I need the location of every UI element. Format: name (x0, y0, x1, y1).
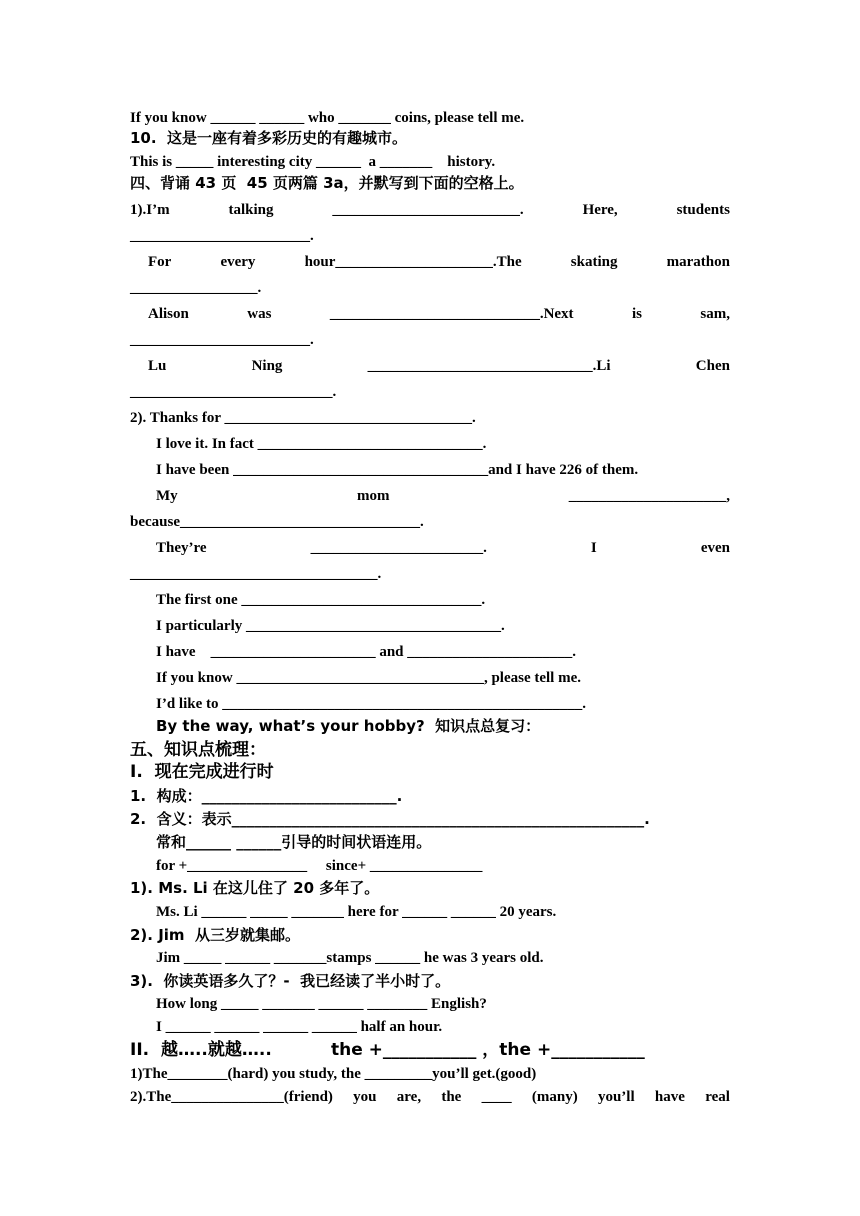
section-heading: 四、背诵 43 页 45 页两篇 3a，并默写到下面的空格上。 (130, 174, 524, 192)
word: Lu (148, 358, 167, 374)
word: sam, (700, 306, 730, 322)
text-line: 1)The________(hard) you study, the _________you’ll get.(good) (130, 1066, 537, 1082)
word: you (353, 1089, 377, 1105)
word: _____________________, (568, 488, 730, 504)
word: students (676, 202, 730, 218)
word: the (441, 1089, 462, 1105)
word: ______________________________.Li (367, 358, 611, 374)
text-line: 1). Ms. Li 在这儿住了 20 多年了。 (130, 879, 380, 897)
text-line: By the way, what’s your hobby? 知识点总复习： (156, 717, 541, 735)
word: every (220, 254, 256, 270)
text-line: Ms. Li ______ _____ _______ here for ______ ______ 20 years. (156, 904, 557, 920)
text-line (130, 200, 730, 220)
word: talking (228, 202, 274, 218)
word: Ning (251, 358, 283, 374)
text-line: I particularly __________________________________. (156, 618, 505, 634)
text-line: 10. 这是一座有着多彩历史的有趣城市。 (130, 129, 408, 147)
word: _________________________. (332, 202, 524, 218)
text-line (156, 538, 730, 558)
text-line: Jim _____ ______ _______stamps ______ he was 3 years old. (156, 950, 544, 966)
word: have (654, 1089, 685, 1105)
text-line: If you know _________________________________, please tell me. (156, 670, 581, 686)
word: I (590, 540, 597, 556)
text-line: 1. 构成：__________________________. (130, 787, 403, 805)
text-line: _________________________________. (130, 566, 382, 582)
text-line: for +________________ since+ _______________ (156, 858, 483, 874)
text-line: How long _____ _______ ______ ________ English? (156, 996, 487, 1012)
word: _______________________. (310, 540, 487, 556)
section-heading: II. 越…..就越….. the +___________ ，the +___________ (130, 1040, 645, 1060)
word: 2).The_______________(friend) (130, 1089, 333, 1105)
section-heading: I. 现在完成进行时 (130, 762, 274, 782)
word: marathon (666, 254, 730, 270)
word: My (156, 488, 178, 504)
text-line: I have ______________________ and ______________________. (156, 644, 577, 660)
word: are, (396, 1089, 422, 1105)
text-line: 2). Jim 从三岁就集邮。 (130, 926, 301, 944)
text-line: _________________. (130, 280, 262, 296)
text-line: I have been __________________________________and I have 226 of them. (156, 462, 639, 478)
word: (many) (531, 1089, 578, 1105)
word: They’re (156, 540, 207, 556)
text-line: 常和______ ______引导的时间状语连用。 (156, 833, 432, 851)
text-line: 2. 含义：表示_______________________________________________________. (130, 810, 650, 828)
text-line (130, 1087, 730, 1107)
word: Alison (148, 306, 189, 322)
text-line: If you know ______ ______ who _______ coins, please tell me. (130, 110, 525, 126)
word: even (700, 540, 730, 556)
text-line (148, 304, 730, 324)
word: ____ (481, 1089, 512, 1105)
text-line: ________________________. (130, 228, 314, 244)
text-line: This is _____ interesting city ______ a _______ history. (130, 154, 496, 170)
word: was (247, 306, 272, 322)
text-line (148, 356, 730, 376)
word: Chen (695, 358, 730, 374)
word: Here, (582, 202, 618, 218)
text-line (148, 252, 730, 272)
word: is (631, 306, 642, 322)
section-heading: 五、知识点梳理： (130, 740, 266, 760)
text-line: because________________________________. (130, 514, 424, 530)
text-line: 2). Thanks for _________________________________. (130, 410, 476, 426)
word: hour_____________________.The (304, 254, 522, 270)
word: For (148, 254, 172, 270)
text-line: 3). 你读英语多久了？- 我已经读了半小时了。 (130, 972, 451, 990)
word: ____________________________.Next (329, 306, 574, 322)
text-line: The first one ________________________________. (156, 592, 486, 608)
word: mom (356, 488, 390, 504)
word: skating (570, 254, 618, 270)
text-line (156, 486, 730, 506)
text-line: I love it. In fact ______________________________. (156, 436, 487, 452)
word: you’ll (597, 1089, 635, 1105)
text-line: I ______ ______ ______ ______ half an hour. (156, 1019, 443, 1035)
text-line: ___________________________. (130, 384, 337, 400)
word: 1).I’m (130, 202, 170, 218)
text-line: ________________________. (130, 332, 314, 348)
word: real (705, 1089, 730, 1105)
text-line: I’d like to ________________________________________________. (156, 696, 587, 712)
